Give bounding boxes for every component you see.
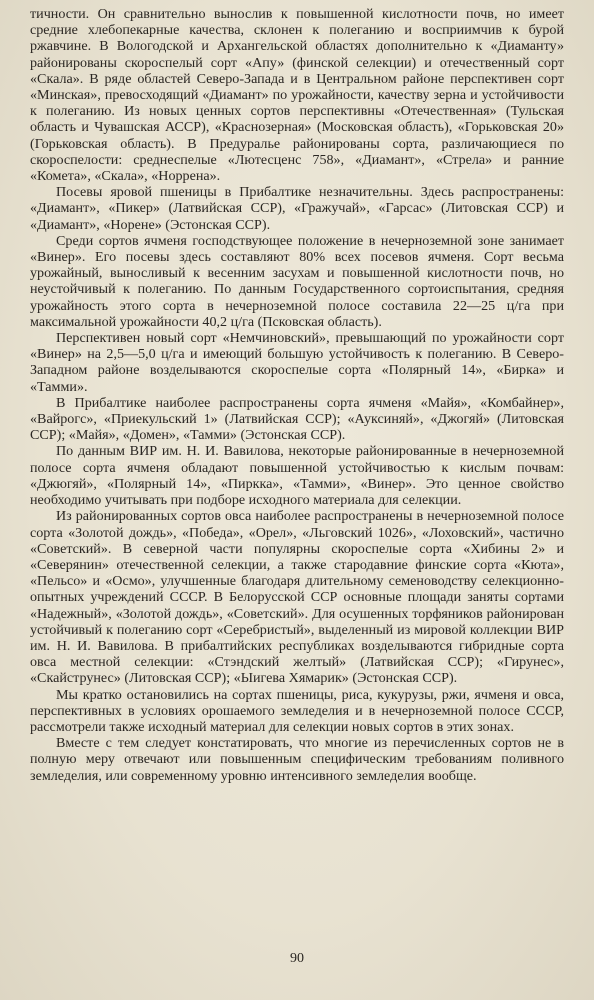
- paragraph-barley-nemchinovsky: Перспективен новый сорт «Немчиновский», превышающий по урожайности сорт «Винер» на 2,5—5,0 ц/га и имеющий большую устойчивость к полеганию. В Северо-Западном районе возделываются скороспелые сорта «Полярный 14», «Бирка» и «Тамми».: [30, 330, 564, 395]
- paragraph-continuation: тичности. Он сравнительно вынослив к повышенной кислотности почв, но имеет средние хлебопекарные качества, склонен к полеганию и восприимчив к бурой ржавчине. В Вологодской и Архангельской областях дополнительно к «Диаманту» районированы скороспелый сорт «Апу» (финской селекции) и отечественный сорт «Скала». В ряде областей Северо-Запада и в Центральном районе перспективен сорт «Минская», превосходящий «Диамант» по урожайности, качеству зерна и устойчивости к полеганию. Из новых ценных сортов перспективны «Отечественная» (Тульская область и Чувашская АССР), «Краснозерная» (Московская область), «Горьковская 20» (Горьковская область). В Предуралье районированы сорта, различающиеся по скороспелости: среднеспелые «Лютесценс 758», «Диамант», «Стрела» и ранние «Комета», «Скала», «Норрена».: [30, 6, 564, 185]
- paragraph-vir-acid-soils: По данным ВИР им. Н. И. Вавилова, некоторые районированные в нечерноземной полосе сорта ячменя обладают повышенной устойчивостью к кислым почвам: «Джюгяй», «Полярный 14», «Пиркка», «Тамми», «Винер». Это ценное свойство необходимо учитывать при подборе исходного материала для селекции.: [30, 443, 564, 509]
- page-number: 90: [290, 951, 304, 966]
- paragraph-oats: Из районированных сортов овса наиболее распространены в нечерноземной полосе сорта «Золотой дождь», «Победа», «Орел», «Льговский 1026», «Лоховский», частично «Советский». В северной части популярны скороспелые сорта «Хибины 2» и «Северянин» отечественной селекции, а также стародавние финские сорта «Кюта», «Пельсо» и «Осмо», улучшенные благодаря длительному семеноводству селекционно-опытных учреждений СССР. В Белорусской ССР основные площади заняты сортами «Надежный», «Золотой дождь», «Советский». Для осушенных торфяников районирован устойчивый к полеганию сорт «Серебристый», выделенный из мировой коллекции ВИР им. Н. И. Вавилова. В прибалтийских республиках возделываются гибридные сорта овса местной селекции: «Стэндский желтый» (Латвийская ССР); «Гирунес», «Скайструнес» (Литовская ССР); «Ыигева Хямарик» (Эстонская ССР).: [30, 508, 564, 687]
- paragraph-barley-winer: Среди сортов ячменя господствующее положение в нечерноземной зоне занимает «Винер». Его посевы здесь составляют 80% всех посевов ячменя. Сорт весьма урожайный, выносливый к весенним засухам и повышенной кислотности почв, но неустойчивый к полеганию. По данным Государственного сортоиспытания, средняя урожайность этого сорта в нечерноземной полосе составила 22—25 ц/га при максимальной урожайности 40,2 ц/га (Псковская область).: [30, 232, 564, 330]
- paragraph-barley-baltic: В Прибалтике наиболее распространены сорта ячменя «Майя», «Комбайнер», «Вайрогс», «Приекульский 1» (Латвийская ССР); «Ауксиняй», «Джогяй» (Литовская ССР); «Майя», «Домен», «Тамми» (Эстонская ССР).: [30, 394, 564, 444]
- paragraph-conclusion: Вместе с тем следует констатировать, что многие из перечисленных сортов не в полную меру отвечают или повышенным специфическим требованиям поливного земледелия, или современному уровню интенсивного земледелия вообще.: [30, 735, 564, 784]
- body-text: [30, 6, 564, 784]
- paragraph-wheat-baltic: Посевы яровой пшеницы в Прибалтике незначительны. Здесь распространены: «Диамант», «Пикер» (Латвийская ССР), «Гражучай», «Гарсас» (Литовская ССР) и «Диамант», «Норене» (Эстонская ССР).: [30, 184, 564, 233]
- paragraph-summary: Мы кратко остановились на сортах пшеницы, риса, кукурузы, ржи, ячменя и овса, перспективных в условиях орошаемого земледелия и в нечерноземной полосе СССР, рассмотрели также исходный материал для селекции новых сортов в этих зонах.: [30, 686, 564, 735]
